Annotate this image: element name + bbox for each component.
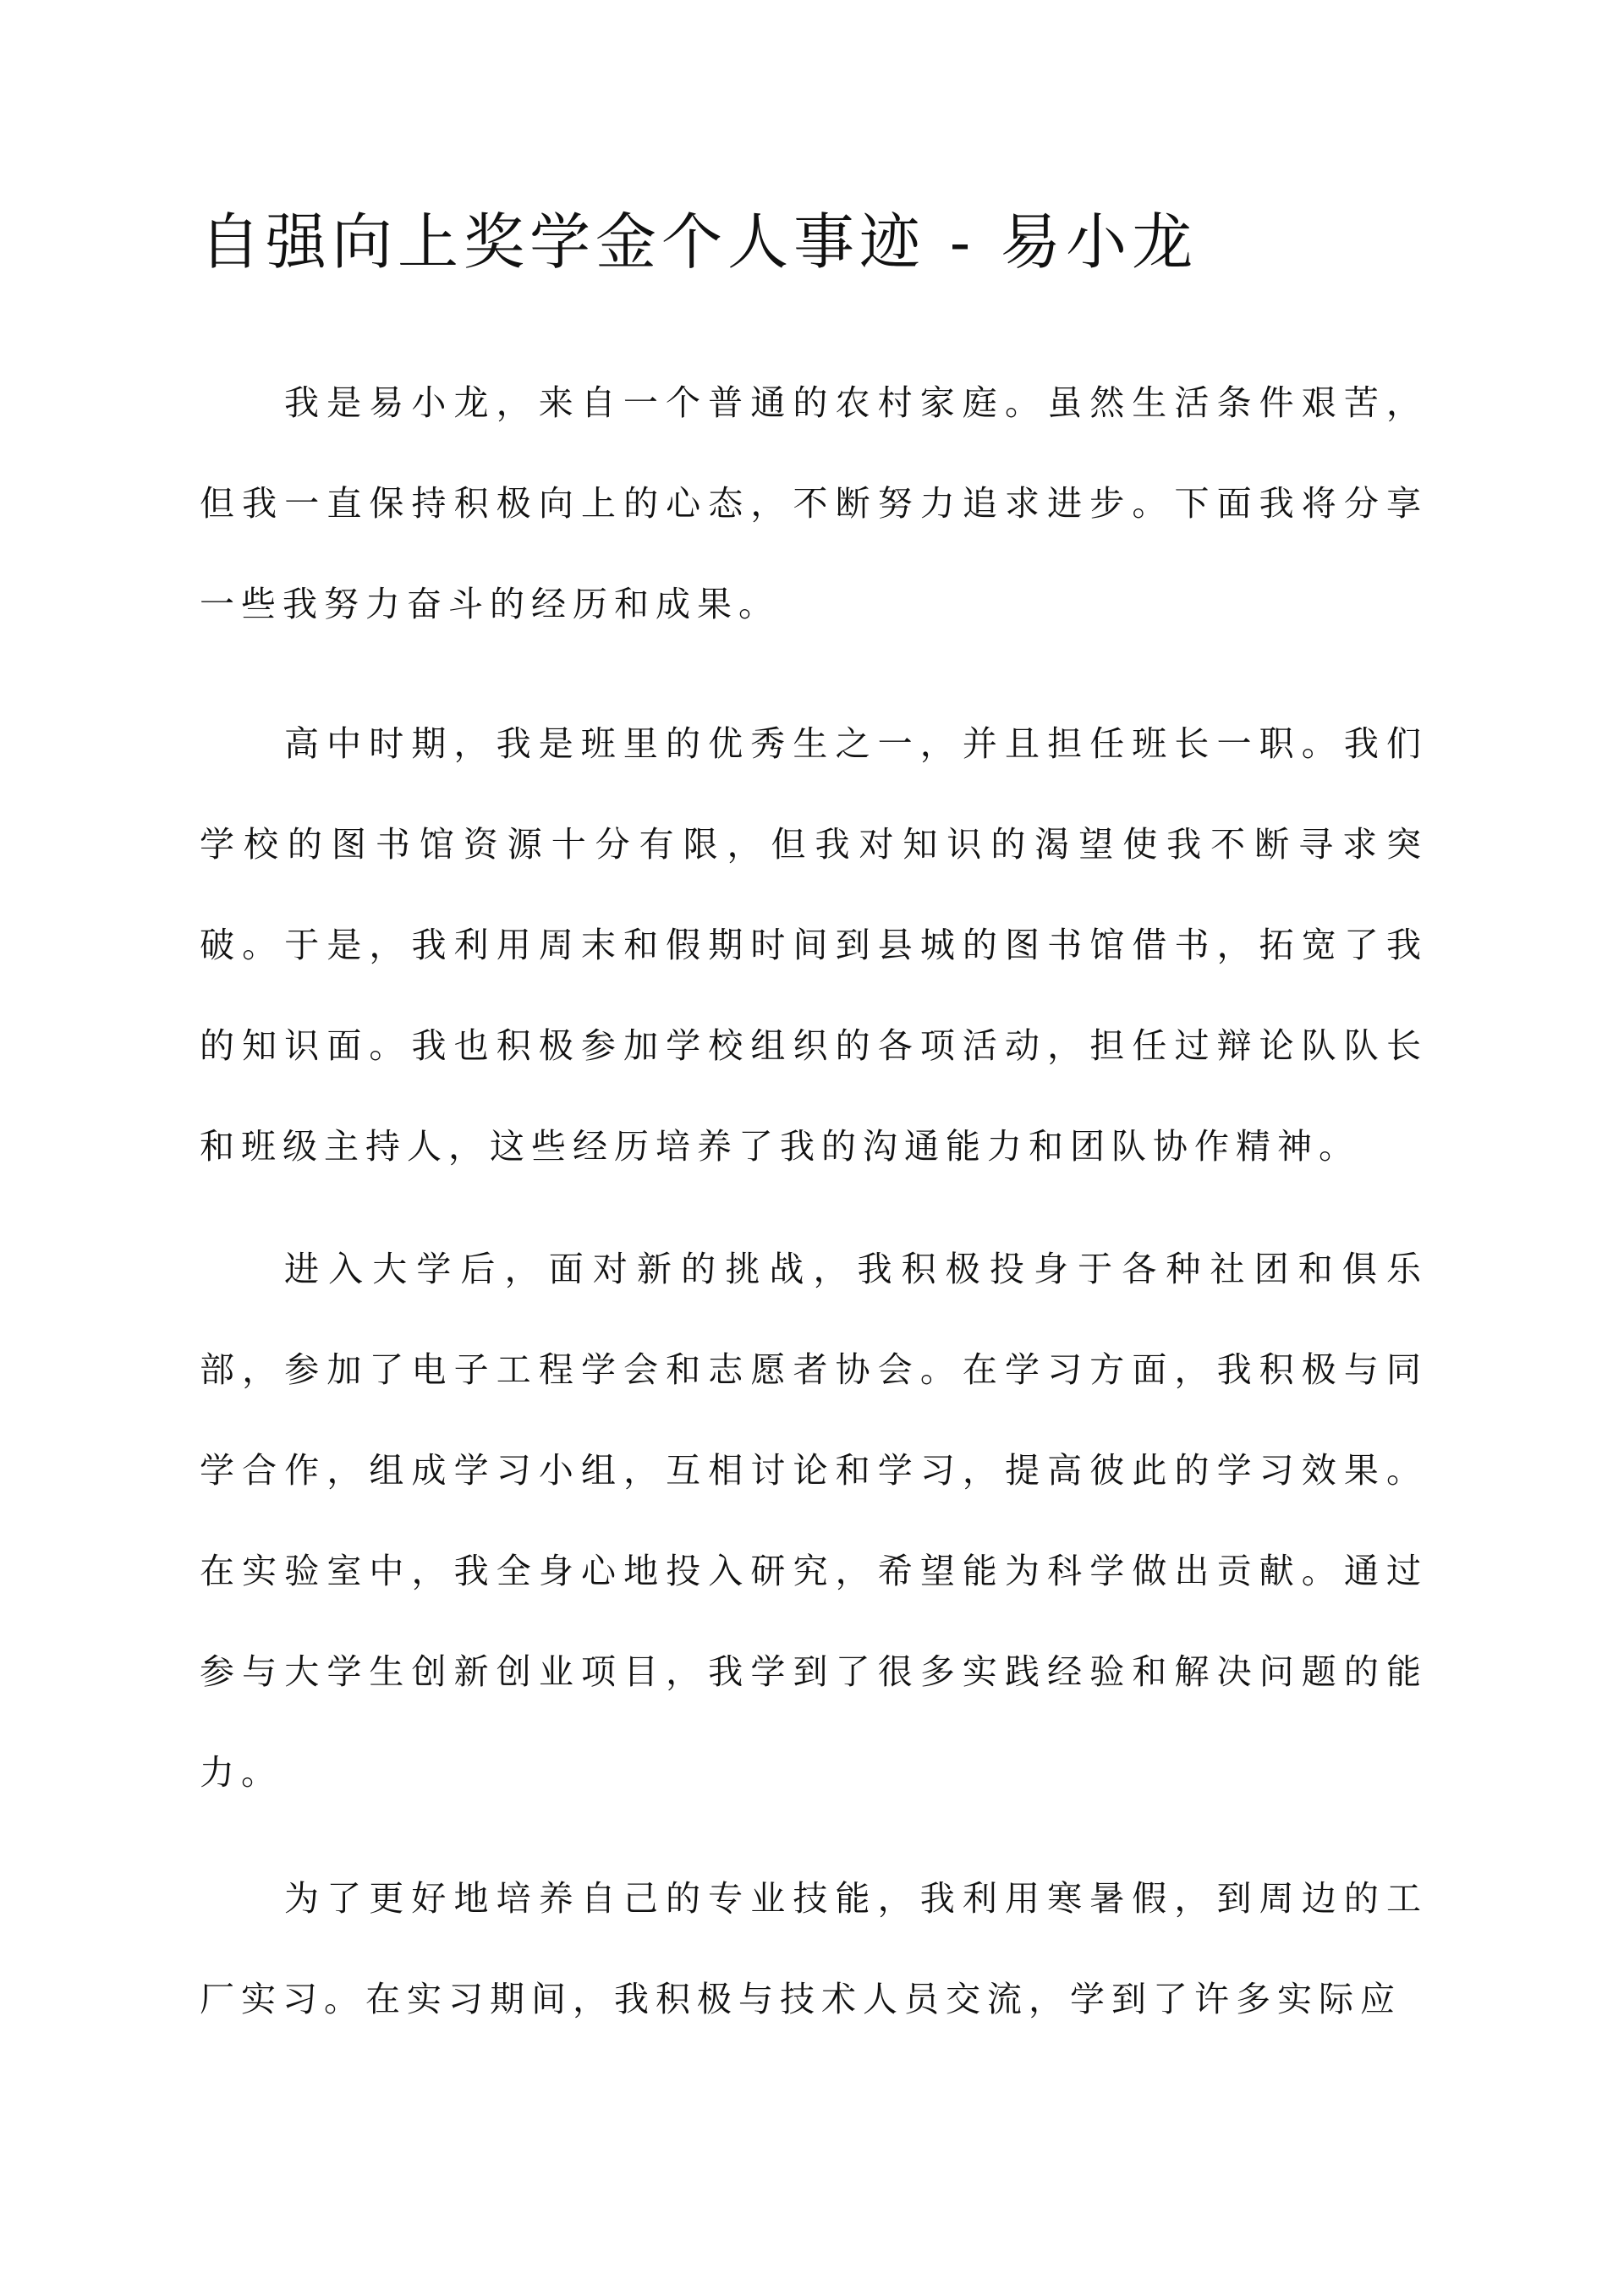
paragraph-2: 高中时期，我是班里的优秀生之一，并且担任班长一职。我们学校的图书馆资源十分有限，但我对知识的渴望使我不断寻求突破。于是，我利用周末和假期时间到县城的图书馆借书，拓宽了我的知识面。我也积极参加学校组织的各项活动，担任过辩论队队长和班级主持人，这些经历培养了我的沟通能力和团队协作精神。	[200, 723, 1428, 1167]
paragraph-1: 我是易小龙，来自一个普通的农村家庭。虽然生活条件艰苦，但我一直保持积极向上的心态，不断努力追求进步。下面我将分享一些我努力奋斗的经历和成果。	[200, 382, 1428, 624]
paragraph-4: 为了更好地培养自己的专业技能，我利用寒暑假，到周边的工厂实习。在实习期间，我积极与技术人员交流，学到了许多实际应	[200, 1878, 1428, 2019]
document-title: 自强向上奖学金个人事迹 - 易小龙	[200, 206, 1199, 277]
paragraph-3: 进入大学后，面对新的挑战，我积极投身于各种社团和俱乐部，参加了电子工程学会和志愿者协会。在学习方面，我积极与同学合作，组成学习小组，互相讨论和学习，提高彼此的学习效果。在实验室中，我全身心地投入研究，希望能为科学做出贡献。通过参与大学生创新创业项目，我学到了很多实践经验和解决问题的能力。	[200, 1249, 1428, 1793]
